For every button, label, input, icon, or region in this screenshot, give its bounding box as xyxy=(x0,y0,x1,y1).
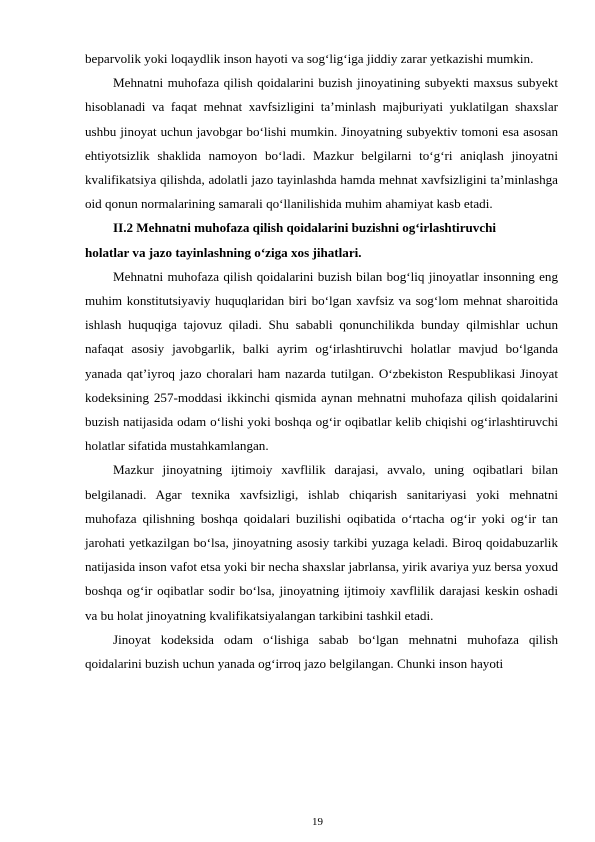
paragraph-punishment: Jinoyat kodeksida odam o‘lishiga sabab bo‘lgan mehnatni muhofaza qilish qoidalarini buzish uchun yanada og‘irroq jazo belgilangan. Chunki inson hayoti xyxy=(85,631,558,672)
page-number: 19 xyxy=(312,816,323,828)
section-heading-line-2: holatlar va jazo tayinlashning o‘ziga xos jihatlari. xyxy=(85,244,362,260)
paragraph-continuation: beparvolik yoki loqaydlik inson hayoti va sog‘lig‘iga jiddiy zarar yetkazishi mumkin. xyxy=(85,51,534,66)
section-heading-line-1: II.2 Mehnatni muhofaza qilish qoidalarini buzishni og‘irlashtiruvchi xyxy=(113,220,497,236)
paragraph-aggravating-circumstances: Mehnatni muhofaza qilish qoidalarini buzish bilan bog‘liq jinoyatlar insonning eng muhim konstitutsiyaviy huquqlaridan biri bo‘lgan xavfsiz va sog‘lom mehnat sharoitida ishlash huquqiga tajovuz qiladi. Shu sababli qonunchilikda bunday qilmishlar uchun nafaqat asosiy javobgarlik, balki ayrim og‘irlashtiruvchi holatlar mavjud bo‘lganda yanada qat’iyroq jazo choralari ham nazarda tutilgan. O‘zbekiston Respublikasi Jinoyat kodeksining 257-moddasi ikkinchi qismida aynan mehnatni muhofaza qilish qoidalarini buzish natijasida odam o‘lishi yoki boshqa og‘ir oqibatlar kelib chiqishi og‘irlashtiruvchi holatlar sifatida mustahkamlangan. xyxy=(85,268,558,454)
paragraph-social-danger: Mazkur jinoyatning ijtimoiy xavflilik darajasi, avvalo, uning oqibatlari bilan belgilanadi. Agar texnika xavfsizligi, ishlab chiqarish sanitariyasi yoki mehnatni muhofaza qilishning boshqa qoidalari buzilishi oqibatida o‘rtacha og‘ir yoki og‘ir tan jarohati yetkazilgan bo‘lsa, jinoyatning asosiy tarkibi yuzaga keladi. Biroq qoidabuzarlik natijasida inson vafot etsa yoki bir necha shaxslar jabrlansa, yirik avariya yuz bersa yoxud boshqa og‘ir oqibatlar sodir bo‘lsa, jinoyatning ijtimoiy xavflilik darajasi keskin oshadi va bu holat jinoyatning kvalifikatsiyalangan tarkibini tashkil etadi. xyxy=(85,462,558,623)
section-heading xyxy=(85,216,558,264)
page-body xyxy=(85,47,558,676)
paragraph-subject-of-crime: Mehnatni muhofaza qilish qoidalarini buzish jinoyatining subyekti maxsus subyekt hisoblanadi va faqat mehnat xavfsizligini ta’minlash majburiyati yuklatilgan shaxslar ushbu jinoyat uchun javobgar bo‘lishi mumkin. Jinoyatning subyektiv tomoni esa asosan ehtiyotsizlik shaklida namoyon bo‘ladi. Mazkur belgilarni to‘g‘ri aniqlash jinoyatni kvalifikatsiya qilishda, adolatli jazo tayinlashda hamda mehnat xavfsizligini ta’minlashga oid qonun normalarining samarali qo‘llanilishida muhim ahamiyat kasb etadi. xyxy=(85,75,558,212)
